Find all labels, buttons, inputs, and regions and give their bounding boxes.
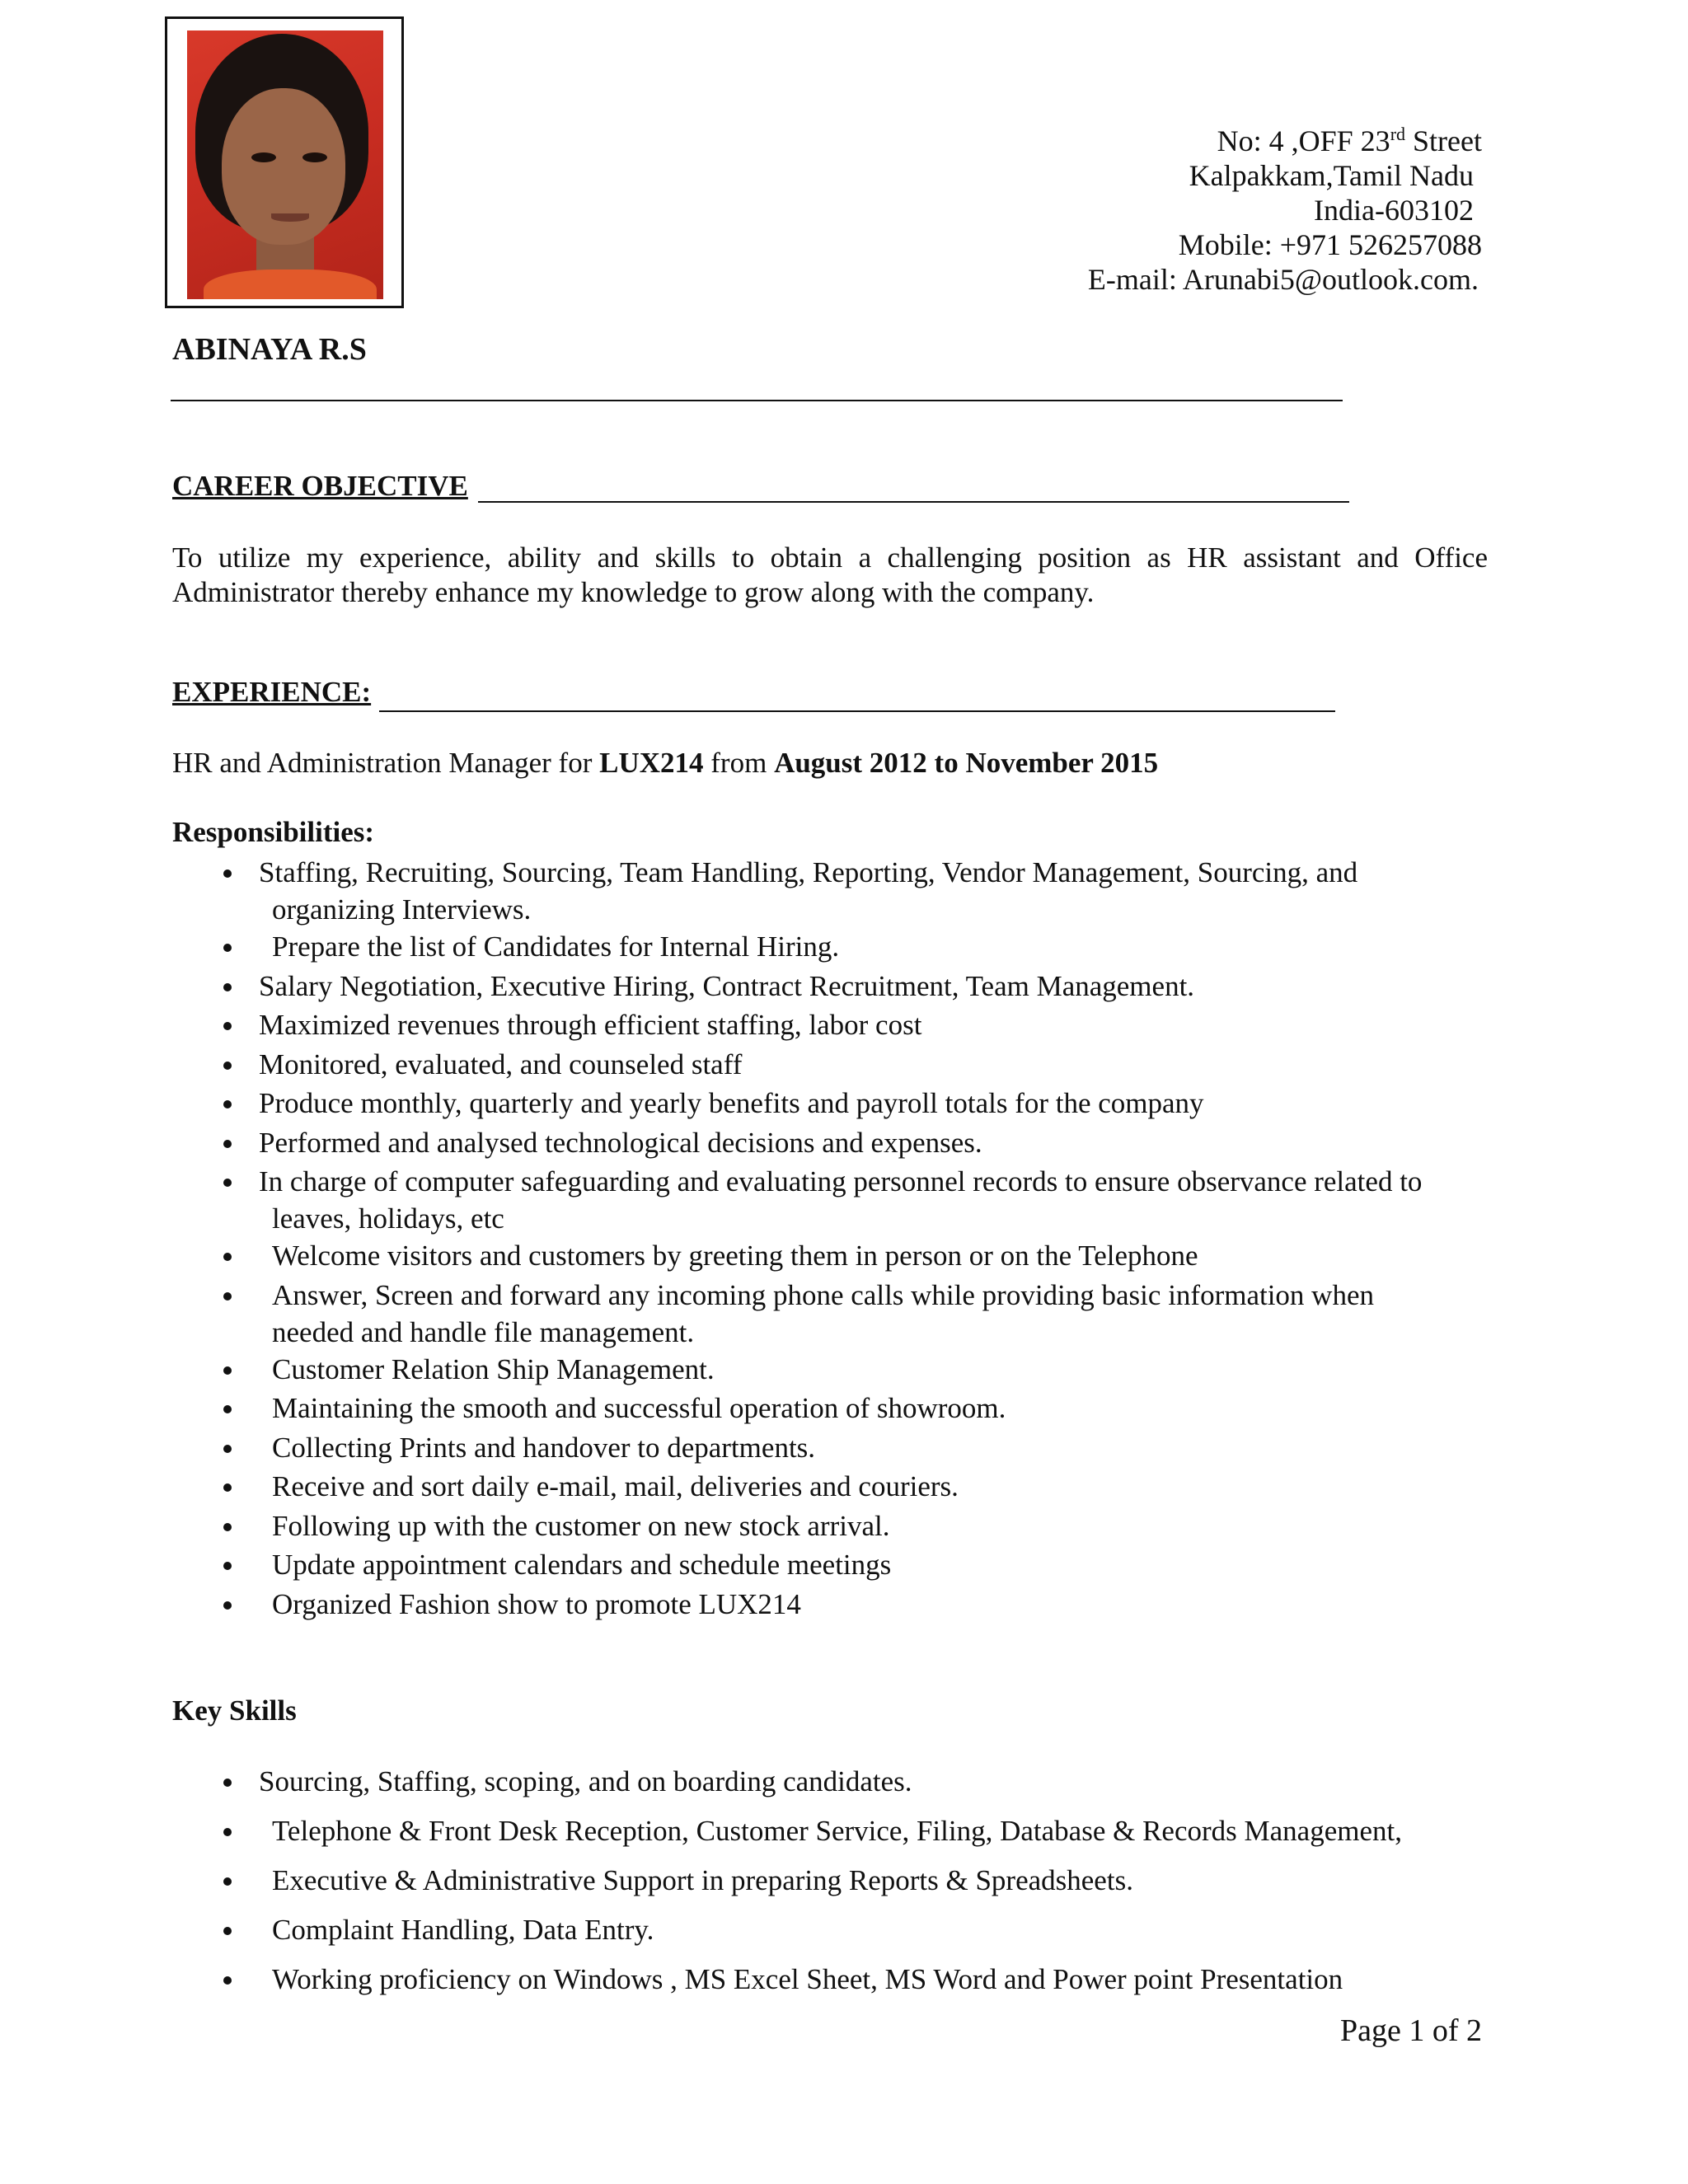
list-item: Prepare the list of Candidates for Internal Hiring. xyxy=(172,928,1507,968)
list-item: Salary Negotiation, Executive Hiring, Contract Recruitment, Team Management. xyxy=(172,968,1507,1007)
list-item: Complaint Handling, Data Entry. xyxy=(172,1911,1507,1961)
address-line-2: Kalpakkam,Tamil Nadu xyxy=(1189,159,1474,192)
experience-heading: EXPERIENCE: xyxy=(172,676,372,708)
key-skills-heading: Key Skills xyxy=(172,1694,297,1727)
mobile-number: Mobile: +971 526257088 xyxy=(1178,228,1482,261)
career-objective-heading: CAREER OBJECTIVE xyxy=(172,470,468,502)
list-item: Customer Relation Ship Management. xyxy=(172,1351,1507,1390)
list-item: Sourcing, Staffing, scoping, and on boarding candidates. xyxy=(172,1763,1507,1812)
experience-role: HR and Administration Manager for LUX214 from August 2012 to November 2015 xyxy=(172,747,1159,779)
list-item: Maximized revenues through efficient staffing, labor cost xyxy=(172,1006,1507,1046)
profile-photo xyxy=(187,30,383,299)
experience-rule xyxy=(379,710,1335,712)
list-item: In charge of computer safeguarding and evaluating personnel records to ensure observance related to leaves, holidays, etc xyxy=(172,1163,1507,1237)
list-item: Executive & Administrative Support in preparing Reports & Spreadsheets. xyxy=(172,1862,1507,1911)
name-divider xyxy=(171,400,1343,401)
career-objective-rule xyxy=(478,501,1349,503)
address-line-1: No: 4 ,OFF 23rd Street xyxy=(1217,124,1482,157)
responsibilities-list xyxy=(172,854,1507,1624)
list-item: Produce monthly, quarterly and yearly benefits and payroll totals for the company xyxy=(172,1085,1507,1124)
company-name: LUX214 xyxy=(599,747,704,779)
email-address: E-mail: Arunabi5@outlook.com. xyxy=(1087,263,1479,296)
responsibilities-heading: Responsibilities: xyxy=(172,816,375,848)
list-item: Organized Fashion show to promote LUX214 xyxy=(172,1586,1507,1625)
list-item: Collecting Prints and handover to departments. xyxy=(172,1429,1507,1469)
list-item: Staffing, Recruiting, Sourcing, Team Handling, Reporting, Vendor Management, Sourcing, and organizing Interviews. xyxy=(172,854,1507,928)
list-item: Receive and sort daily e-mail, mail, deliveries and couriers. xyxy=(172,1468,1507,1507)
list-item: Monitored, evaluated, and counseled staff xyxy=(172,1046,1507,1085)
address-line-3: India-603102 xyxy=(1314,194,1474,227)
profile-photo-frame xyxy=(165,16,404,308)
contact-block xyxy=(1088,124,1482,297)
list-item: Performed and analysed technological decisions and expenses. xyxy=(172,1124,1507,1164)
list-item: Answer, Screen and forward any incoming phone calls while providing basic information when needed and handle file management. xyxy=(172,1277,1507,1351)
list-item: Welcome visitors and customers by greeting them in person or on the Telephone xyxy=(172,1237,1507,1277)
list-item: Telephone & Front Desk Reception, Customer Service, Filing, Database & Records Management, xyxy=(172,1812,1507,1862)
list-item: Working proficiency on Windows , MS Excel Sheet, MS Word and Power point Presentation xyxy=(172,1961,1507,2010)
key-skills-list xyxy=(172,1763,1507,2010)
list-item: Update appointment calendars and schedule meetings xyxy=(172,1546,1507,1586)
page-number: Page 1 of 2 xyxy=(1339,2013,1482,2048)
career-objective-text: To utilize my experience, ability and skills to obtain a challenging position as HR assistant and Office Administrator thereby enhance my knowledge to grow along with the company. xyxy=(172,541,1488,608)
list-item: Maintaining the smooth and successful operation of showroom. xyxy=(172,1390,1507,1429)
candidate-name: ABINAYA R.S xyxy=(172,332,367,367)
list-item: Following up with the customer on new stock arrival. xyxy=(172,1507,1507,1547)
employment-period: August 2012 to November 2015 xyxy=(774,747,1159,779)
